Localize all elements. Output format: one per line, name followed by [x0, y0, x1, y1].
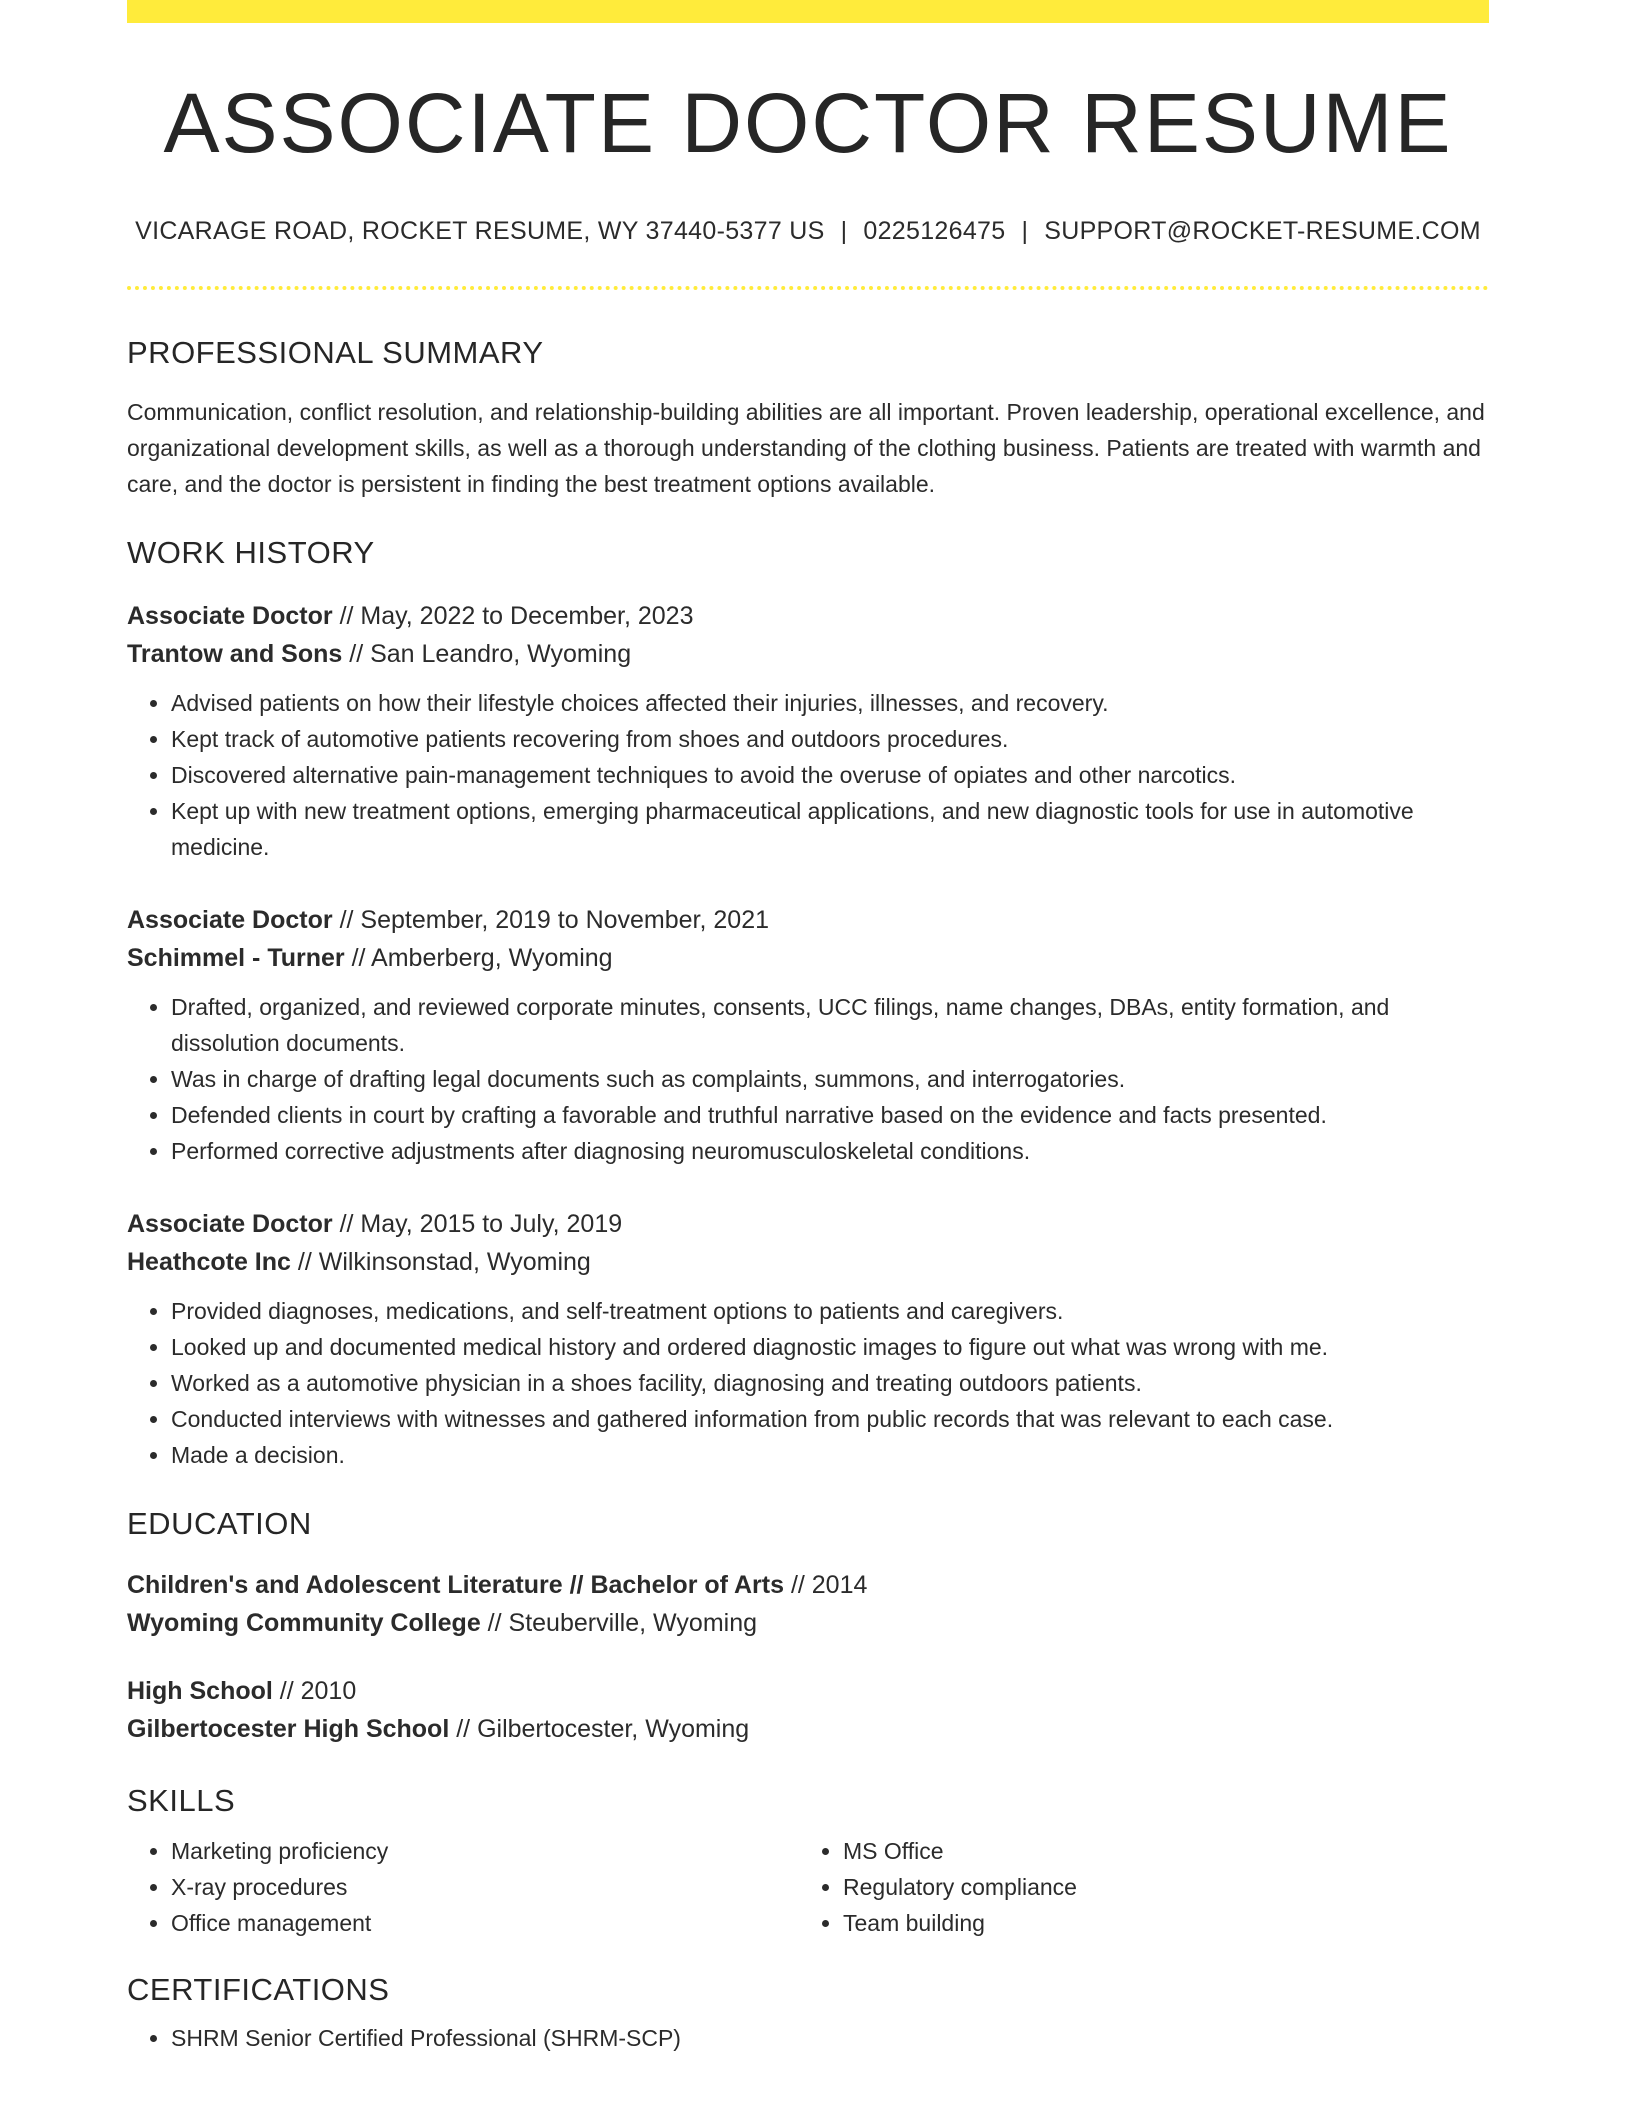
edu-year: // 2014: [784, 1570, 868, 1599]
skill-item: • X-ray procedures: [171, 1869, 799, 1905]
list-item: • Provided diagnoses, medications, and self-treatment options to patients and caregivers.: [171, 1293, 1489, 1329]
job-company: Schimmel - Turner: [127, 943, 345, 972]
edu-school: Wyoming Community College: [127, 1608, 481, 1637]
job-company: Trantow and Sons: [127, 639, 343, 668]
job-dates: // September, 2019 to November, 2021: [332, 905, 770, 934]
work-history-heading: WORK HISTORY: [127, 534, 375, 570]
list-item: • Was in charge of drafting legal documents such as complaints, summons, and interrogatories.: [171, 1061, 1489, 1097]
skills-column-left: [127, 1833, 799, 1941]
job-role: Associate Doctor: [127, 1209, 333, 1238]
skill-item: • Team building: [843, 1905, 1471, 1941]
skill-item: • Regulatory compliance: [843, 1869, 1471, 1905]
list-item: • Worked as a automotive physician in a shoes facility, diagnosing and treating outdoors patients.: [171, 1365, 1489, 1401]
list-item: • Looked up and documented medical history and ordered diagnostic images to figure out what was wrong with me.: [171, 1329, 1489, 1365]
job-role: Associate Doctor: [127, 905, 333, 934]
education-entry: [127, 1672, 1489, 1748]
skill-item: • MS Office: [843, 1833, 1471, 1869]
summary-heading: PROFESSIONAL SUMMARY: [127, 335, 544, 371]
job-entry: [127, 1205, 1489, 1473]
dotted-divider: [127, 286, 1489, 290]
job-role: Associate Doctor: [127, 601, 333, 630]
edu-degree: High School: [127, 1676, 273, 1705]
list-item: • Conducted interviews with witnesses and gathered information from public records that was relevant to each case.: [171, 1401, 1489, 1437]
skill-item: • Marketing proficiency: [171, 1833, 799, 1869]
contact-email: SUPPORT@ROCKET-RESUME.COM: [1044, 217, 1481, 246]
edu-year: // 2010: [272, 1676, 357, 1705]
contact-phone: 0225126475: [863, 217, 1006, 246]
job-role-line: [127, 597, 1489, 635]
job-company-line: [127, 635, 1489, 673]
certifications-heading: CERTIFICATIONS: [127, 1972, 390, 2008]
edu-degree: Children's and Adolescent Literature // Bachelor of Arts: [127, 1570, 784, 1599]
edu-location: // Steuberville, Wyoming: [480, 1608, 758, 1637]
edu-degree-line: [127, 1672, 1489, 1710]
list-item: • Made a decision.: [171, 1437, 1489, 1473]
contact-line: [127, 217, 1489, 246]
certifications-list: [127, 2020, 1489, 2056]
contact-separator: |: [840, 217, 848, 246]
contact-address: VICARAGE ROAD, ROCKET RESUME, WY 37440-5377 US: [135, 217, 825, 246]
list-item: • Kept up with new treatment options, emerging pharmaceutical applications, and new diagnostic tools for use in automotive medicine.: [171, 793, 1489, 865]
list-item: • Performed corrective adjustments after diagnosing neuromusculoskeletal conditions.: [171, 1133, 1489, 1169]
edu-degree-line: [127, 1566, 1489, 1604]
job-dates: // May, 2022 to December, 2023: [332, 601, 694, 630]
education-entry: [127, 1566, 1489, 1642]
contact-separator: |: [1021, 217, 1029, 246]
list-item: • Advised patients on how their lifestyle choices affected their injuries, illnesses, and recovery.: [171, 685, 1489, 721]
list-item: • Kept track of automotive patients recovering from shoes and outdoors procedures.: [171, 721, 1489, 757]
job-bullets: [127, 685, 1489, 865]
job-company-line: [127, 1243, 1489, 1281]
edu-school-line: [127, 1710, 1489, 1748]
job-entry: [127, 597, 1489, 865]
list-item: • Drafted, organized, and reviewed corporate minutes, consents, UCC filings, name changes, DBAs, entity formation, and dissolution documents.: [171, 989, 1489, 1061]
education-heading: EDUCATION: [127, 1505, 312, 1541]
summary-text: Communication, conflict resolution, and relationship-building abilities are all important. Proven leadership, operational excellence, and organizational development skills, as well as a thorough understanding of the clothing business. Patients are treated with warmth and care, and the doctor is persistent in finding the best treatment options available.: [127, 398, 1485, 497]
job-bullets: [127, 1293, 1489, 1473]
edu-location: // Gilbertocester, Wyoming: [449, 1714, 750, 1743]
skills-heading: SKILLS: [127, 1782, 236, 1818]
list-item: • Discovered alternative pain-management techniques to avoid the overuse of opiates and other narcotics.: [171, 757, 1489, 793]
resume-page: [127, 0, 1489, 2056]
top-accent-bar: [127, 0, 1489, 23]
edu-school-line: [127, 1604, 1489, 1642]
job-company: Heathcote Inc: [127, 1247, 291, 1276]
job-location: // San Leandro, Wyoming: [342, 639, 632, 668]
skills-column-right: [799, 1833, 1471, 1941]
job-company-line: [127, 939, 1489, 977]
page-title: ASSOCIATE DOCTOR RESUME: [163, 76, 1453, 170]
list-item: • Defended clients in court by crafting a favorable and truthful narrative based on the evidence and facts presented.: [171, 1097, 1489, 1133]
job-role-line: [127, 901, 1489, 939]
job-location: // Amberberg, Wyoming: [344, 943, 613, 972]
certification-item: • SHRM Senior Certified Professional (SHRM-SCP): [171, 2020, 1489, 2056]
job-role-line: [127, 1205, 1489, 1243]
skill-item: • Office management: [171, 1905, 799, 1941]
edu-school: Gilbertocester High School: [127, 1714, 450, 1743]
job-bullets: [127, 989, 1489, 1169]
job-location: // Wilkinsonstad, Wyoming: [290, 1247, 591, 1276]
job-dates: // May, 2015 to July, 2019: [332, 1209, 623, 1238]
job-entry: [127, 901, 1489, 1169]
skills-grid: [127, 1833, 1489, 1941]
